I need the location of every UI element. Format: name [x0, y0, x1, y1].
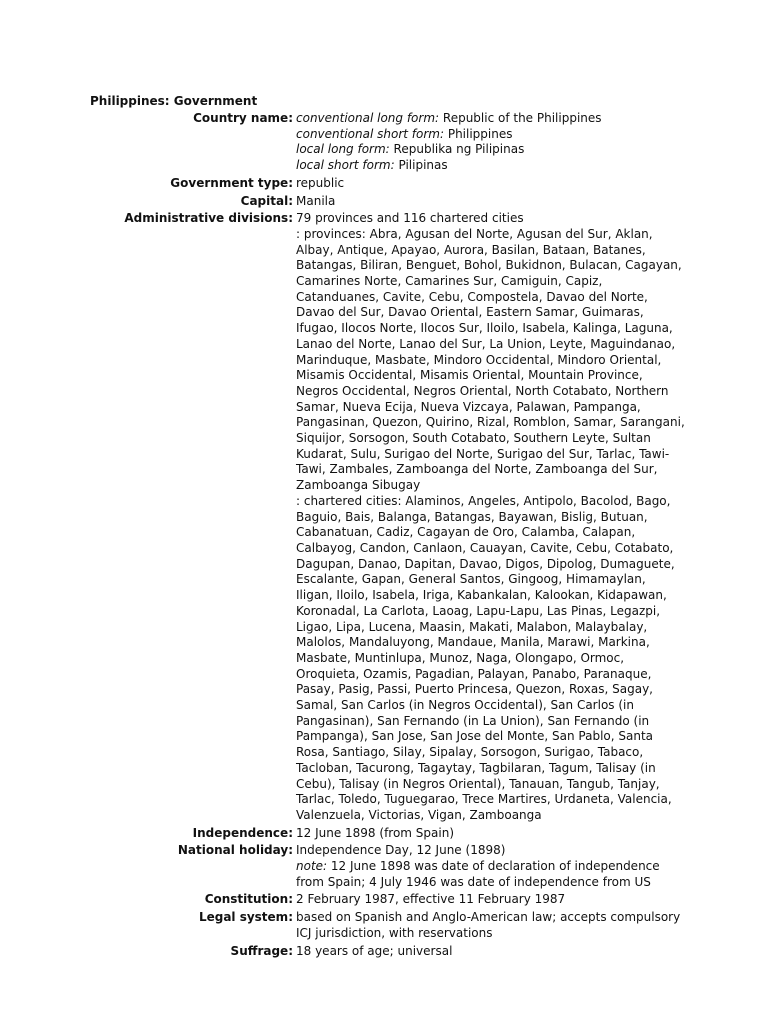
field-value: 18 years of age; universal — [296, 943, 453, 958]
field-value: 12 June 1898 (from Spain) — [296, 825, 455, 840]
subfield-value: Philippines — [444, 126, 513, 141]
subfield-label: local short form: — [296, 158, 395, 173]
field-constitution — [0, 892, 768, 908]
subfield-value: Republic of the Philippines — [439, 111, 602, 125]
field-label: Independence: — [192, 825, 293, 840]
field-value — [296, 211, 686, 823]
field-value: Manila — [296, 193, 336, 208]
field-value: 2 February 1987, effective 11 February 1987 — [296, 892, 566, 907]
field-national-holiday — [0, 843, 768, 890]
field-label: National holiday: — [177, 843, 293, 858]
country-name-conventional-long — [296, 111, 686, 127]
field-value: based on Spanish and Anglo-American law; accepts compulsory ICJ jurisdiction, with reservations — [296, 910, 681, 940]
subfield-value: Republika ng Pilipinas — [389, 142, 525, 157]
subfield-label: conventional short form: — [296, 126, 445, 141]
field-label: Administrative divisions: — [124, 211, 293, 226]
field-value — [296, 111, 686, 174]
page-title: Philippines: Government — [90, 94, 258, 108]
field-list — [0, 111, 768, 959]
note-value: 12 June 1898 was date of declaration of independence from Spain; 4 July 1946 was date of independence from US — [296, 859, 660, 889]
field-label: Constitution: — [204, 892, 293, 907]
field-legal-system — [0, 910, 768, 941]
field-label: Government type: — [170, 175, 293, 190]
holiday-value: Independence Day, 12 June (1898) — [296, 843, 506, 858]
provinces-list: : provinces: Abra, Agusan del Norte, Agusan del Sur, Aklan, Albay, Antique, Apayao, Aurora, Basilan, Bataan, Batanes, Batangas, Biliran, Benguet, Bohol, Bukidnon, Bulacan, Cagayan, Camarines Norte, Camarines Sur, Camiguin, Capiz, Catanduanes, Cavite, Cebu, Compostela, Davao del Norte, Davao del Sur, Davao Oriental, Eastern Samar, Guimaras, Ifugao, Ilocos Norte, Ilocos Sur, Iloilo, Isabela, Kalinga, Laguna, Lanao del Norte, Lanao del Sur, La Union, Leyte, Maguindanao, Marinduque, Masbate, Mindoro Occidental, Mindoro Oriental, Misamis Occidental, Misamis Oriental, Mountain Province, Negros Occidental, Negros Oriental, North Cotabato, Northern Samar, Nueva Ecija, Nueva Vizcaya, Palawan, Pampanga, Pangasinan, Quezon, Quirino, Rizal, Romblon, Samar, Sarangani, Siquijor, Sorsogon, South Cotabato, Southern Leyte, Sultan Kudarat, Sulu, Surigao del Norte, Surigao del Sur, Tarlac, Tawi-Tawi, Zambales, Zamboanga del Norte, Zamboanga del Sur, Zamboanga Sibugay — [296, 226, 685, 493]
field-value: republic — [296, 175, 345, 190]
field-suffrage — [0, 944, 768, 960]
country-name-local-short — [296, 158, 686, 174]
chartered-cities-list: : chartered cities: Alaminos, Angeles, Antipolo, Bacolod, Bago, Baguio, Bais, Balanga, Batangas, Bayawan, Bislig, Butuan, Cabanatuan, Cadiz, Cagayan de Oro, Calamba, Calapan, Calbayog, Candon, Canlaon, Cauayan, Cavite, Cebu, Cotabato, Dagupan, Danao, Dapitan, Davao, Digos, Dipolog, Dumaguete, Escalante, Gapan, General Santos, Gingoog, Himamaylan, Iligan, Iloilo, Isabela, Iriga, Kabankalan, Kalookan, Kidapawan, Koronadal, La Carlota, Laoag, Lapu-Lapu, Las Pinas, Legazpi, Ligao, Lipa, Lucena, Maasin, Makati, Malabon, Malaybalay, Malolos, Mandaluyong, Mandaue, Manila, Marawi, Markina, Masbate, Muntinlupa, Munoz, Naga, Olongapo, Ormoc, Oroquieta, Ozamis, Pagadian, Palayan, Panabo, Paranaque, Pasay, Pasig, Passi, Puerto Princesa, Quezon, Roxas, Sagay, Samal, San Carlos (in Negros Occidental), San Carlos (in Pangasinan), San Fernando (in La Union), San Fernando (in Pampanga), San Jose, San Jose del Monte, San Pablo, Santa Rosa, Santiago, Silay, Sipalay, Sorsogon, Surigao, Tabaco, Tacloban, Tacurong, Tagaytay, Tagbilaran, Tagum, Talisay (in Cebu), Talisay (in Negros Oriental), Tanauan, Tangub, Tanjay, Tarlac, Toledo, Tuguegarao, Trece Martires, Urdaneta, Valencia, Valenzuela, Victorias, Vigan, Zamboanga — [296, 493, 675, 822]
field-administrative-divisions — [0, 211, 768, 823]
note-label: note: — [296, 859, 328, 874]
field-capital — [0, 194, 768, 210]
field-label: Suffrage: — [230, 943, 293, 958]
country-name-local-long — [296, 142, 686, 158]
subfield-value: Pilipinas — [394, 158, 448, 173]
subfield-label: local long form: — [296, 142, 390, 157]
field-value — [296, 843, 686, 890]
field-label: Capital: — [240, 193, 293, 208]
divisions-summary: 79 provinces and 116 chartered cities — [296, 211, 524, 226]
field-independence — [0, 826, 768, 842]
field-country-name — [0, 111, 768, 174]
subfield-label: conventional long form: — [296, 111, 440, 125]
country-name-conventional-short — [296, 127, 686, 143]
field-label: Legal system: — [198, 910, 293, 925]
field-label: Country name: — [193, 111, 293, 125]
field-government-type — [0, 176, 768, 192]
holiday-note — [296, 859, 686, 890]
